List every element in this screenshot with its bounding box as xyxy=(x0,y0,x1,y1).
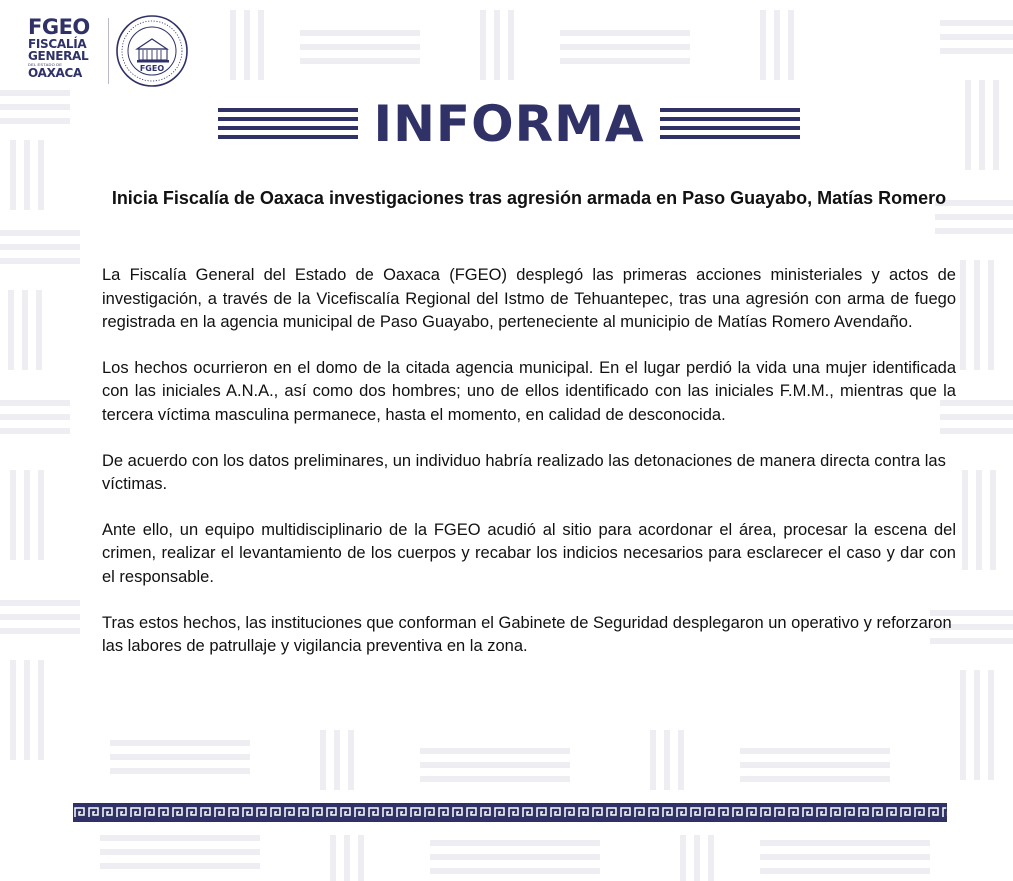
banner-title: INFORMA xyxy=(373,95,645,153)
logo-line-oaxaca: OAXACA xyxy=(28,66,82,80)
article-paragraph: Los hechos ocurrieron en el domo de la citada agencia municipal. En el lugar perdió la vida una mujer identificada con las iniciales A.N.A., así como dos hombres; uno de ellos identificado con las iniciales F.M.M., mientras que la tercera víctima masculina permanece, hasta el momento, en calidad de desconocida. xyxy=(102,358,956,424)
seal-icon xyxy=(115,14,189,88)
article-paragraph: Tras estos hechos, las instituciones que conforman el Gabinete de Seguridad desplegaron un operativo y reforzaron las labores de patrullaje y vigilancia preventiva en la zona. xyxy=(102,613,952,656)
banner-stripes-left xyxy=(218,108,358,140)
logo-divider xyxy=(108,18,109,84)
footer-greek-key-band xyxy=(73,803,947,822)
logo-line-fiscalia: FISCALÍA xyxy=(28,37,87,51)
seal-center-text: FGEO xyxy=(139,64,165,73)
article-body xyxy=(102,264,956,681)
fgeo-logo xyxy=(28,16,100,86)
article-paragraph: La Fiscalía General del Estado de Oaxaca (FGEO) desplegó las primeras acciones ministeriales y actos de investigación, a través de la Vicefiscalía Regional del Istmo de Tehuantepec, tras una agresión con arma de fuego registrada en la agencia municipal de Paso Guayabo, perteneciente al municipio de Matías Romero Avendaño. xyxy=(102,266,956,332)
article-headline: Inicia Fiscalía de Oaxaca investigaciones tras agresión armada en Paso Guayabo, Matías Romero xyxy=(111,188,947,208)
logo-line-del-estado: DEL ESTADO DE xyxy=(28,62,63,67)
article-paragraph: Ante ello, un equipo multidisciplinario de la FGEO acudió al sitio para acordonar el área, procesar la escena del crimen, realizar el levantamiento de los cuerpos y recabar los indicios necesarios para esclarecer el caso y dar con el responsable. xyxy=(102,520,956,586)
article-paragraph: De acuerdo con los datos preliminares, un individuo habría realizado las detonaciones de manera directa contra las víctimas. xyxy=(102,451,946,494)
logo-mark: FGEO xyxy=(28,15,90,39)
banner-stripes-right xyxy=(660,108,800,140)
informa-banner xyxy=(218,92,800,156)
logo-line-general: GENERAL xyxy=(28,49,89,63)
